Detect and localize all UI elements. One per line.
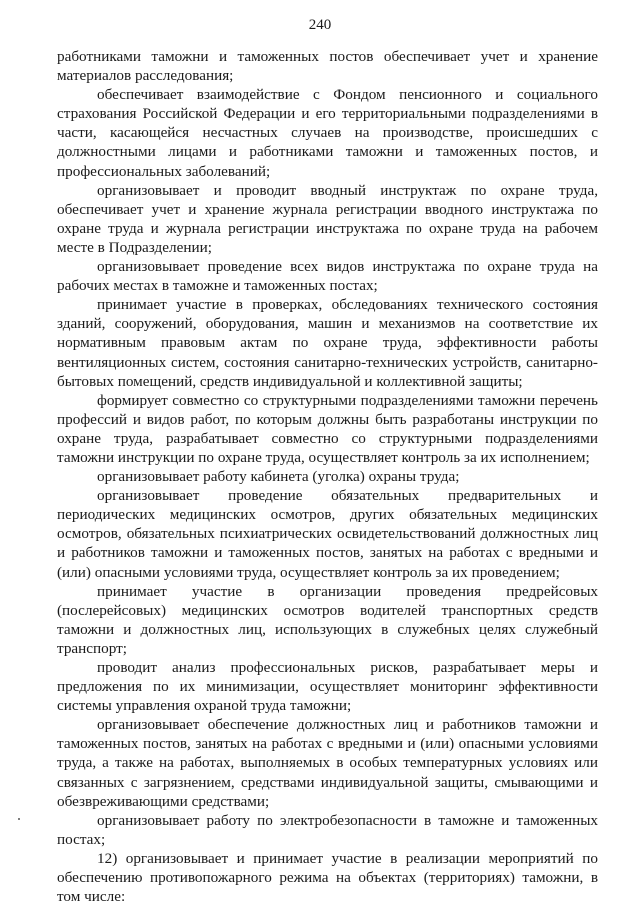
paragraph: организовывает работу по электробезопасности в таможне и таможенных постах; bbox=[57, 811, 598, 848]
paragraph: проводит анализ профессиональных рисков, разрабатывает меры и предложения по их минимизации, осуществляет мониторинг эффективности системы управления охраной труда таможни; bbox=[57, 659, 598, 715]
paragraph: организовывает проведение всех видов инструктажа по охране труда на рабочих местах в таможне и таможенных постах; bbox=[57, 258, 598, 295]
paragraph: формирует совместно со структурными подразделениями таможни перечень профессий и видов работ, по которым должны быть разработаны инструкции по охране труда, разрабатывает совместно со структурными подразделениями таможни инструкции по охране труда, осуществляет контроль за их исполнением; bbox=[57, 391, 598, 466]
paragraph: организовывает обеспечение должностных лиц и работников таможни и таможенных постов, занятых на работах с вредными и (или) опасными условиями труда, а также на работах, выполняемых в особых температурных условиях или связанных с загрязнением, средствами индивидуальной защиты, смывающими и обезвреживающими средствами; bbox=[57, 716, 598, 810]
paragraph: принимает участие в организации проведения предрейсовых (послерейсовых) медицинских осмотров водителей транспортных средств таможни и должностных лиц, использующих в служебных целях служебный транспорт; bbox=[57, 582, 598, 657]
paragraph: работниками таможни и таможенных постов обеспечивает учет и хранение материалов расследования; bbox=[57, 48, 598, 85]
paragraph: организовывает и проводит вводный инструктаж по охране труда, обеспечивает учет и хранение журнала регистрации вводного инструктажа по охране труда и журнала регистрации инструктажа по охране труда на рабочем месте в Подразделении; bbox=[57, 181, 598, 256]
page-number: 240 bbox=[308, 17, 332, 33]
paragraph: обеспечивает взаимодействие с Фондом пенсионного и социального страхования Российской Федерации и его территориальными подразделениями в части, касающейся несчастных случаев на производстве, происшедших с должностными лицами и работниками таможни и таможенных постов, и профессиональных заболеваний; bbox=[57, 86, 598, 180]
paragraph: организовывает работу кабинета (уголка) охраны труда; bbox=[97, 468, 460, 486]
paragraph: организовывает проведение обязательных предварительных и периодических медицинских осмотров, других обязательных медицинских осмотров, обязательных психиатрических освидетельствований должностных лиц и работников таможни и таможенных постов, занятых на работах с вредными и (или) опасными условиями труда, осуществляет контроль за их проведением; bbox=[57, 487, 598, 581]
document-body bbox=[57, 47, 598, 906]
paragraph: 12) организовывает и принимает участие в реализации мероприятий по обеспечению противопожарного режима на объектах (территориях) таможни, в том числе: bbox=[57, 849, 598, 906]
paragraph: принимает участие в проверках, обследованиях технического состояния зданий, сооружений, оборудования, машин и механизмов на соответствие их нормативным правовым актам по охране труда, эффективности работы вентиляционных систем, состояния санитарно-технических устройств, санитарно-бытовых помещений, средств индивидуальной и коллективной защиты; bbox=[57, 296, 598, 390]
scan-speck bbox=[18, 818, 20, 820]
